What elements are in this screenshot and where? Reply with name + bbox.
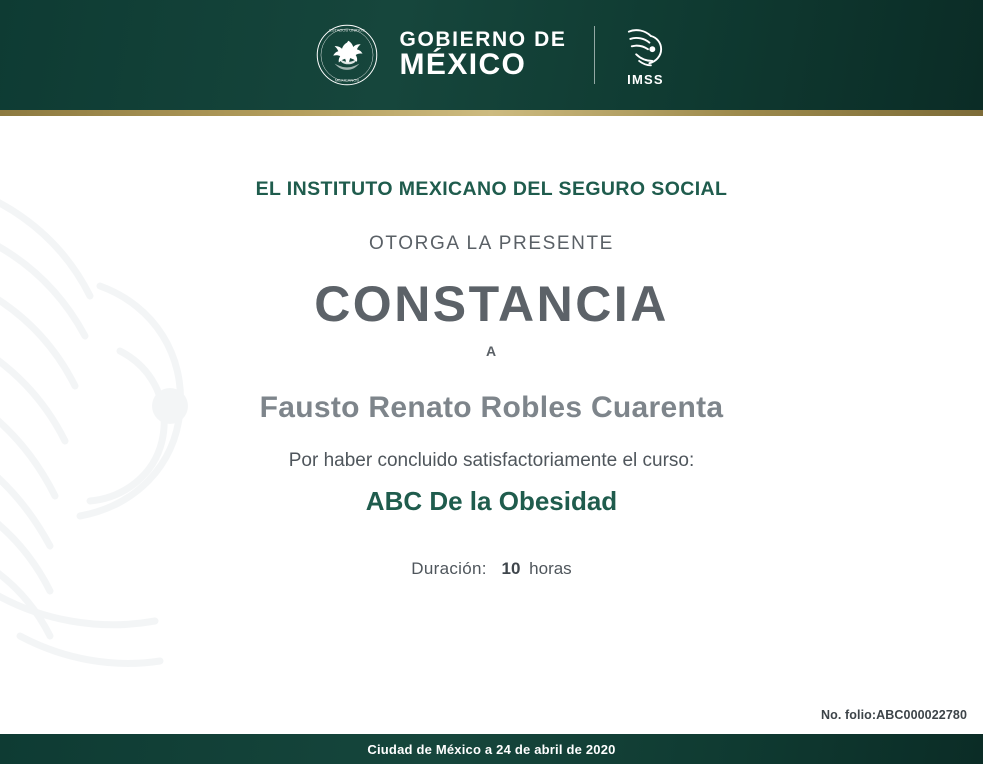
page-footer bbox=[0, 734, 983, 764]
brand-divider bbox=[594, 26, 595, 84]
imss-logo bbox=[623, 24, 667, 87]
document-type-title: CONSTANCIA bbox=[314, 276, 669, 332]
folio-number: No. folio:ABC000022780 bbox=[821, 708, 967, 722]
mexican-coat-of-arms-icon bbox=[316, 24, 378, 86]
duration-unit: horas bbox=[529, 559, 572, 578]
imss-label: IMSS bbox=[627, 71, 664, 87]
svg-text:ESTADOS UNIDOS: ESTADOS UNIDOS bbox=[328, 27, 365, 33]
to-label: A bbox=[485, 343, 498, 359]
certificate-body bbox=[0, 116, 983, 734]
reason-line: Por haber concluido satisfactoriamente el curso: bbox=[288, 450, 695, 471]
svg-text:MEXICANOS: MEXICANOS bbox=[334, 77, 359, 83]
certificate-text-block bbox=[0, 116, 983, 579]
recipient-name: Fausto Renato Robles Cuarenta bbox=[259, 391, 724, 424]
grants-line: OTORGA LA PRESENTE bbox=[369, 233, 614, 254]
institution-title: EL INSTITUTO MEXICANO DEL SEGURO SOCIAL bbox=[255, 178, 728, 200]
page-header bbox=[0, 0, 983, 110]
government-wordmark bbox=[400, 29, 567, 81]
government-line-1: GOBIERNO DE bbox=[399, 28, 567, 51]
duration-value: 10 bbox=[501, 559, 521, 578]
government-line-2: MÉXICO bbox=[399, 48, 527, 82]
header-brand-group bbox=[316, 24, 668, 87]
imss-eagle-icon bbox=[623, 24, 667, 70]
course-name: ABC De la Obesidad bbox=[365, 486, 618, 516]
place-and-date: Ciudad de México a 24 de abril de 2020 bbox=[367, 741, 616, 757]
duration-label: Duración: bbox=[411, 559, 487, 578]
duration-row bbox=[0, 559, 983, 579]
